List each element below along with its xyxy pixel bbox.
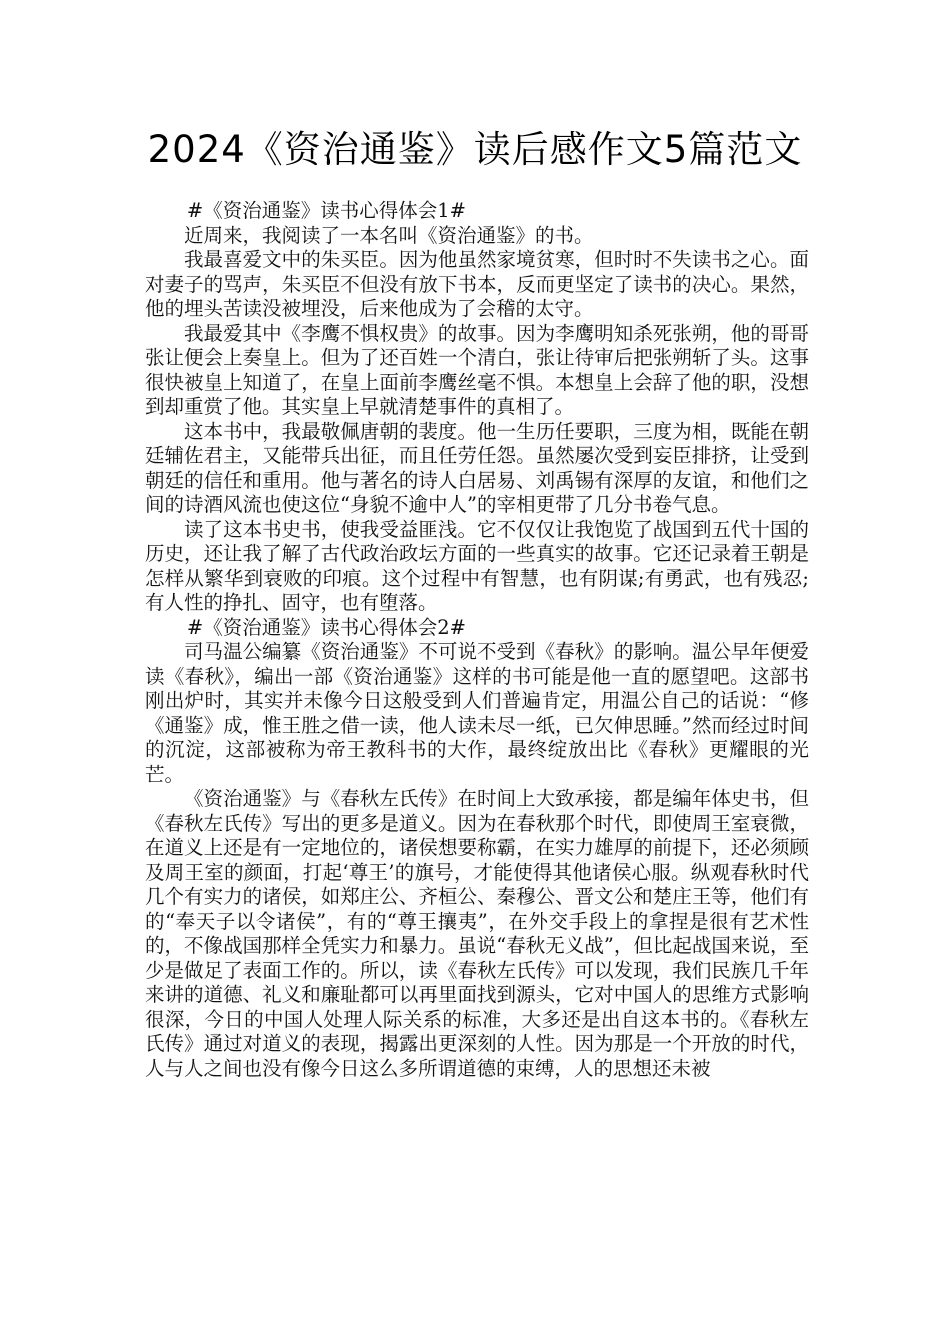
paragraph: 我最爱其中《李鹰不惧权贵》的故事。因为李鹰明知杀死张朔，他的哥哥张让便会上奏皇上。但为了还百姓一个清白，张让待审后把张朔斩了头。这事很快被皇上知道了，在皇上面前李鹰丝毫不惧。本想皇上会辞了他的职，没想到却重赏了他。其实皇上早就清楚事件的真相了。 <box>145 321 809 418</box>
section-heading-1: #《资治通鉴》读书心得体会1# <box>186 199 467 222</box>
paragraph: 司马温公编纂《资治通鉴》不可说不受到《春秋》的影响。温公早年便爱读《春秋》，编出一部《资治通鉴》这样的书可能是他一直的愿望吧。这部书刚出炉时，其实并未像今日这般受到人们普遍肯定，用温公自己的话说：“修《通鉴》成，惟王胜之借一读，他人读未尽一纸，已欠伸思睡。”然而经过时间的沉淀，这部被称为帝王教科书的大作，最终绽放出比《春秋》更耀眼的光芒。 <box>145 640 809 786</box>
section-heading-2: #《资治通鉴》读书心得体会2# <box>186 615 467 639</box>
paragraph: 我最喜爱文中的朱买臣。因为他虽然家境贫寒，但时时不失读书之心。面对妻子的骂声，朱买臣不但没有放下书本，反而更坚定了读书的决心。果然，他的埋头苦读没被埋没，后来他成为了会稽的太守。 <box>145 248 809 320</box>
paragraph: 《资治通鉴》与《春秋左氏传》在时间上大致承接，都是编年体史书，但《春秋左氏传》写出的更多是道义。因为在春秋那个时代，即使周王室衰微，在道义上还是有一定地位的，诸侯想要称霸，在实力雄厚的前提下，还必须顾及周王室的颜面，打起‘尊王’的旗号，才能使得其他诸侯心服。纵观春秋时代几个有实力的诸侯，如郑庄公、齐桓公、秦穆公、晋文公和楚庄王等，他们有的“奉天子以令诸侯”，有的“尊王攘夷”，在外交手段上的拿捏是很有艺术性的，不像战国那样全凭实力和暴力。虽说“春秋无义战”，但比起战国来说，至少是做足了表面工作的。所以，读《春秋左氏传》可以发现，我们民族几千年来讲的道德、礼义和廉耻都可以再里面找到源头，它对中国人的思维方式影响很深，今日的中国人处理人际关系的标准，大多还是出自这本书的。《春秋左氏传》通过对道义的表现，揭露出更深刻的人性。因为那是一个开放的时代，人与人之间也没有像今日这么多所谓道德的束缚，人的思想还未被 <box>145 787 809 1080</box>
document-body <box>145 199 809 1081</box>
document-title: 2024《资治通鉴》读后感作文5篇范文 <box>147 128 803 171</box>
paragraph: 读了这本书史书，使我受益匪浅。它不仅仅让我饱览了战国到五代十国的历史，还让我了解了古代政治政坛方面的一些真实的故事。它还记录着王朝是怎样从繁华到衰败的印痕。这个过程中有智慧，也有阴谋;有勇武，也有残忍;有人性的挣扎、固守，也有堕落。 <box>145 517 809 614</box>
paragraph: 这本书中，我最敬佩唐朝的裴度。他一生历任要职，三度为相，既能在朝廷辅佐君主，又能带兵出征，而且任劳任怨。虽然屡次受到妄臣排挤，让受到朝廷的信任和重用。他与著名的诗人白居易、刘禹锡有深厚的友谊，和他们之间的诗酒风流也使这位“身貌不逾中人”的宰相更带了几分书卷气息。 <box>145 419 809 516</box>
paragraph: 近周来，我阅读了一本名叫《资治通鉴》的书。 <box>184 223 594 247</box>
